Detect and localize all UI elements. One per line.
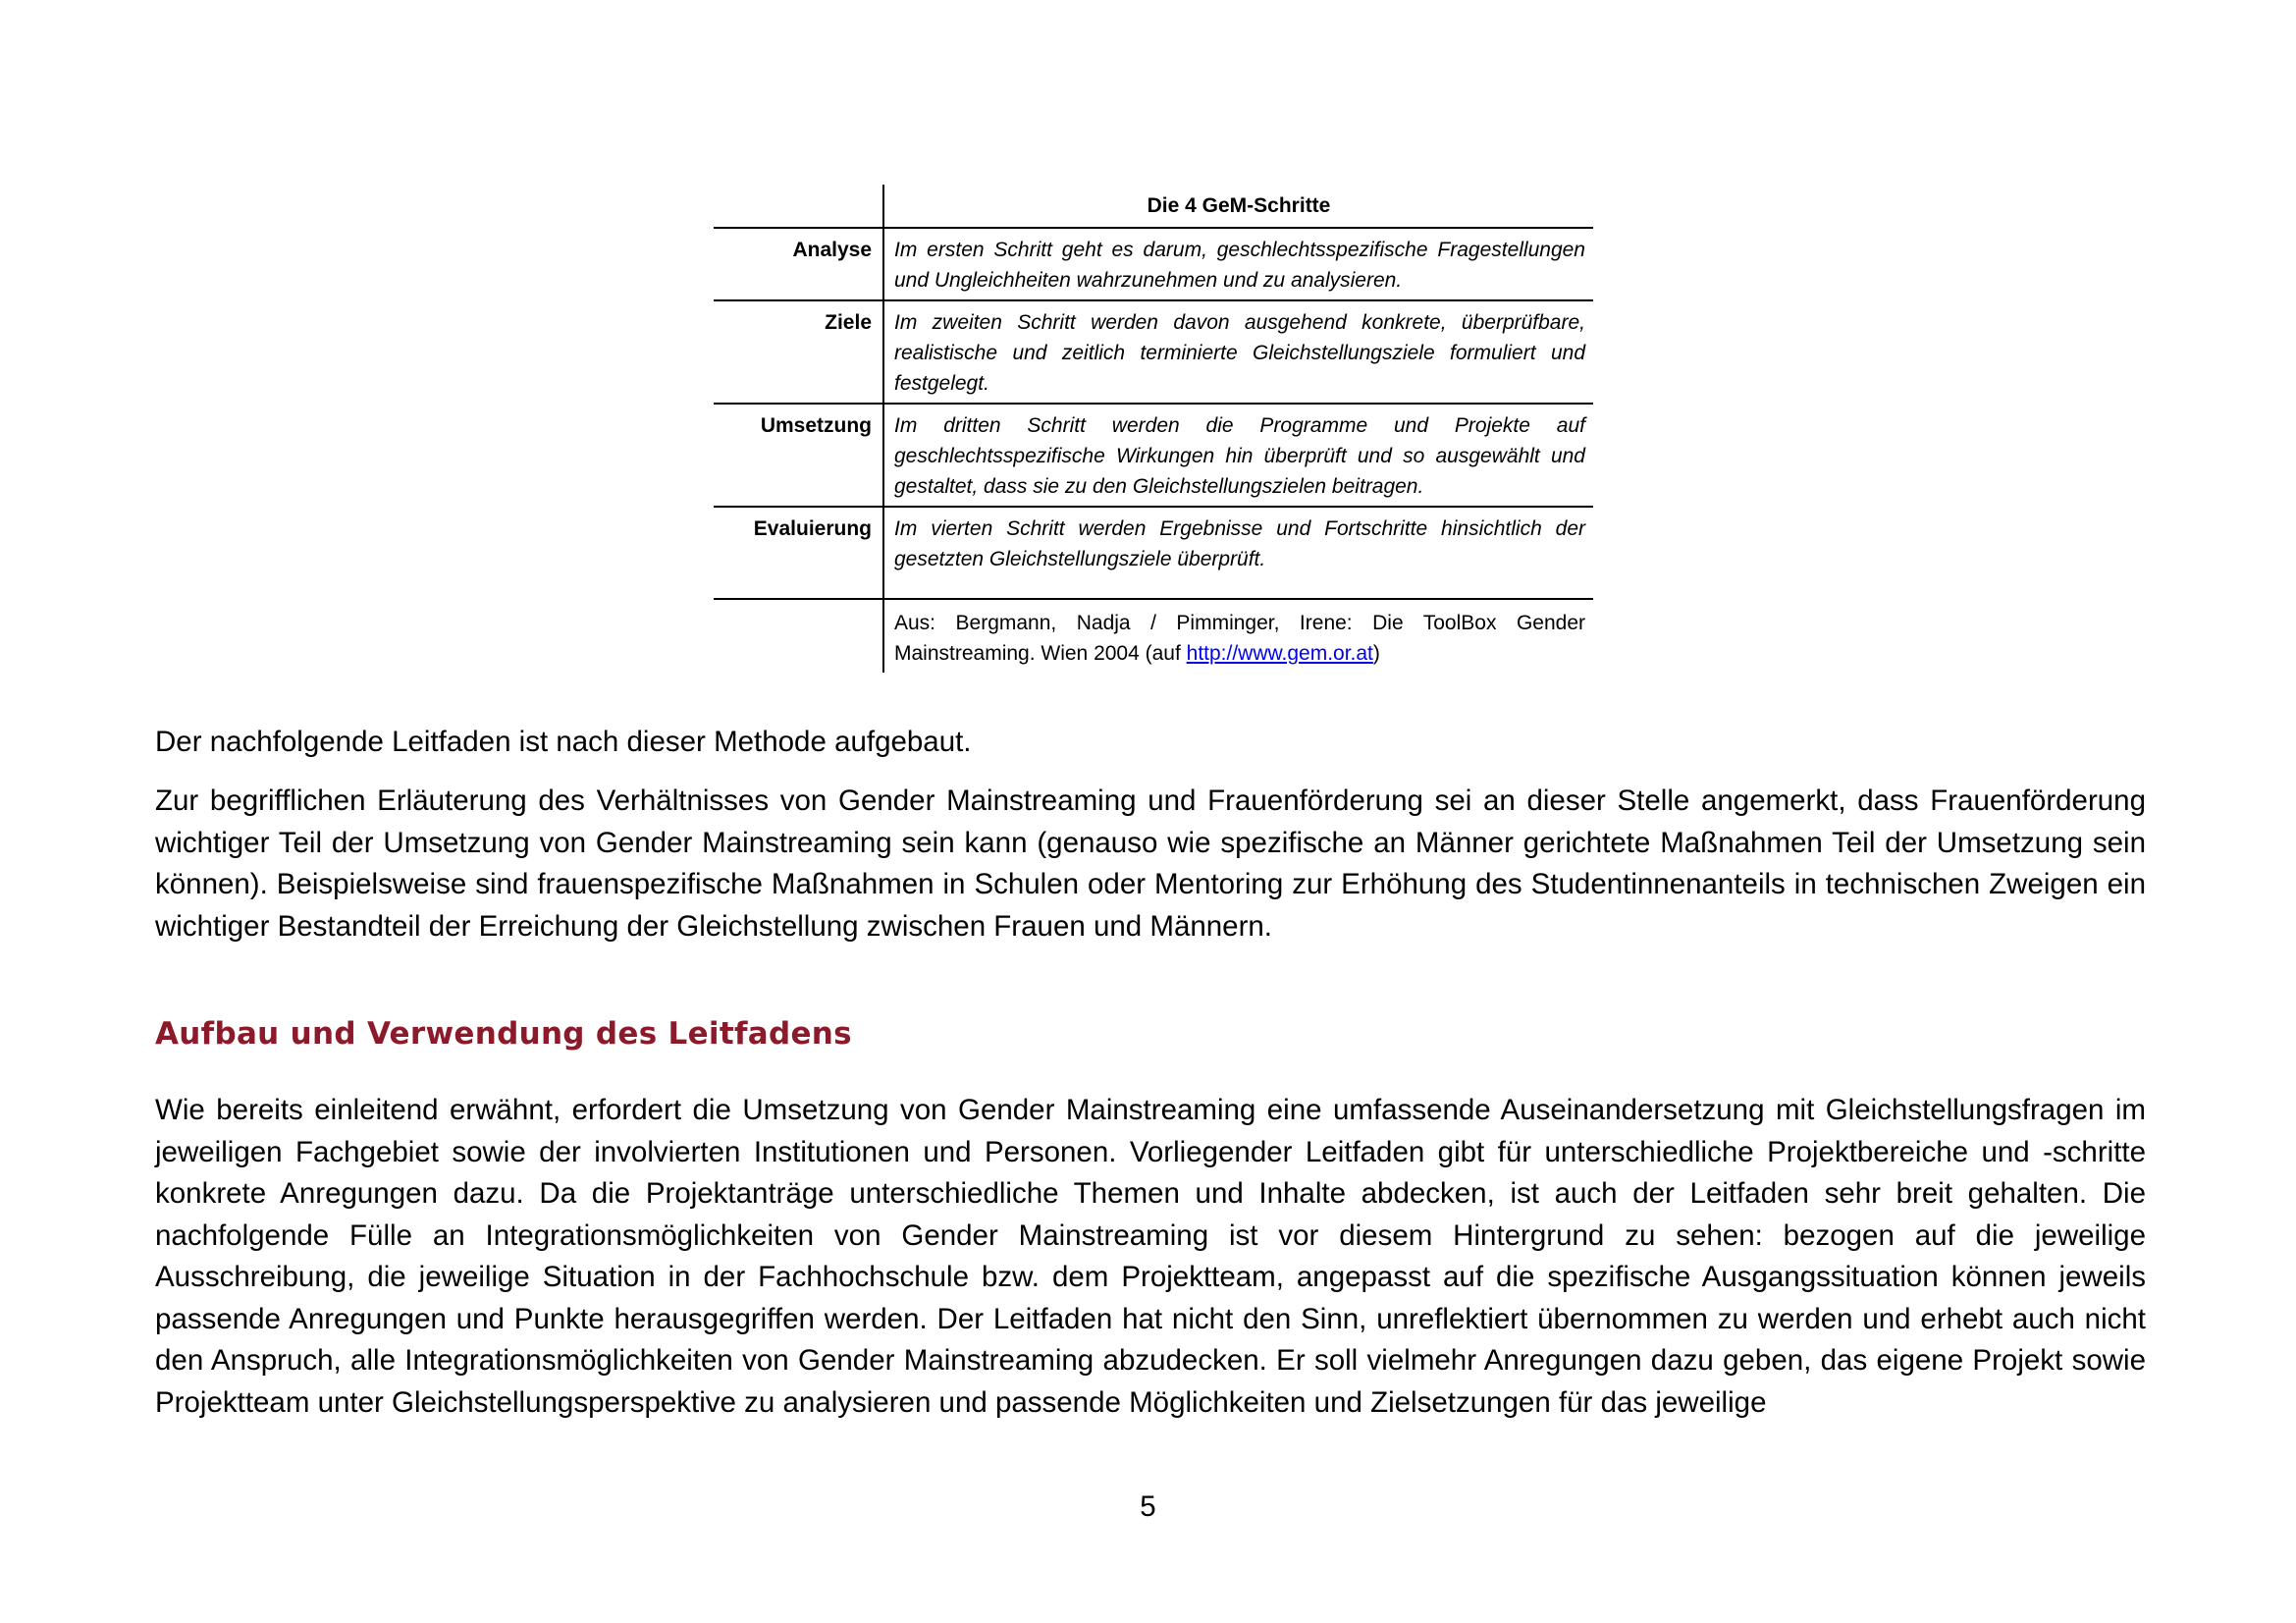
step-label-umsetzung: Umsetzung bbox=[714, 404, 883, 507]
table-row bbox=[714, 404, 1593, 507]
step-label-analyse: Analyse bbox=[714, 228, 883, 300]
table-header: Die 4 GeM-Schritte bbox=[883, 185, 1593, 228]
table-row bbox=[714, 228, 1593, 300]
table-source-empty-cell bbox=[714, 599, 883, 673]
table-header-empty-cell bbox=[714, 185, 883, 228]
paragraph-intro: Der nachfolgende Leitfaden ist nach dieser Methode aufgebaut. bbox=[155, 726, 972, 758]
table-source bbox=[883, 599, 1593, 673]
section-heading: Aufbau und Verwendung des Leitfadens bbox=[155, 1016, 852, 1052]
table-header-row bbox=[714, 185, 1593, 228]
step-text-ziele: Im zweiten Schritt werden davon ausgehend konkrete, überprüfbare, realistische und zeitlich terminierte Gleichstellungsziele formuliert und festgelegt. bbox=[883, 300, 1593, 404]
paragraph-usage: Wie bereits einleitend erwähnt, erfordert die Umsetzung von Gender Mainstreaming eine umfassende Auseinandersetzung mit Gleichstellungsfragen im jeweiligen Fachgebiet sowie der involvierten Institutionen und Personen. Vorliegender Leitfaden gibt für unterschiedliche Projektbereiche und -schritte konkrete Anregungen dazu. Da die Projektanträge unterschiedliche Themen und Inhalte abdecken, ist auch der Leitfaden sehr breit gehalten. Die nachfolgende Fülle an Integrationsmöglichkeiten von Gender Mainstreaming ist vor diesem Hintergrund zu sehen: bezogen auf die jeweilige Ausschreibung, die jeweilige Situation in der Fachhochschule bzw. dem Projektteam, angepasst auf die spezifische Ausgangssituation können jeweils passende Anregungen und Punkte herausgegriffen werden. Der Leitfaden hat nicht den Sinn, unreflektiert übernommen zu werden und erhebt auch nicht den Anspruch, alle Integrationsmöglichkeiten von Gender Mainstreaming abzudecken. Er soll vielmehr Anregungen dazu geben, das eigene Projekt sowie Projektteam unter Gleichstellungsperspektive zu analysieren und passende Möglichkeiten und Zielsetzungen für das jeweilige bbox=[155, 1094, 2146, 1419]
source-suffix: ) bbox=[1372, 642, 1380, 665]
table-row bbox=[714, 300, 1593, 404]
step-text-umsetzung: Im dritten Schritt werden die Programme und Projekte auf geschlechtsspezifische Wirkungen hin überprüft und so ausgewählt und gestaltet, dass sie zu den Gleichstellungszielen beitragen. bbox=[883, 404, 1593, 507]
source-link[interactable]: http://www.gem.or.at bbox=[1186, 642, 1373, 665]
gem-steps-table bbox=[714, 185, 1593, 673]
step-text-analyse: Im ersten Schritt geht es darum, geschlechtsspezifische Fragestellungen und Ungleichheiten wahrzunehmen und zu analysieren. bbox=[883, 228, 1593, 300]
paragraph-explain: Zur begrifflichen Erläuterung des Verhältnisses von Gender Mainstreaming und Frauenförderung sei an dieser Stelle angemerkt, dass Frauenförderung wichtiger Teil der Umsetzung von Gender Mainstreaming sein kann (genauso wie spezifische an Männer gerichtete Maßnahmen Teil der Umsetzung sein können). Beispielsweise sind frauenspezifische Maßnahmen in Schulen oder Mentoring zur Erhöhung des Studentinnenanteils in technischen Zweigen ein wichtiger Bestandteil der Erreichung der Gleichstellung zwischen Frauen und Männern. bbox=[155, 784, 2146, 943]
step-label-evaluierung: Evaluierung bbox=[714, 507, 883, 599]
table-row bbox=[714, 507, 1593, 599]
page-number: 5 bbox=[1140, 1490, 1156, 1523]
step-label-ziele: Ziele bbox=[714, 300, 883, 404]
table-source-row bbox=[714, 599, 1593, 673]
step-text-evaluierung: Im vierten Schritt werden Ergebnisse und Fortschritte hinsichtlich der gesetzten Gleichstellungsziele überprüft. bbox=[883, 507, 1593, 599]
source-citation: Aus: Bergmann, Nadja / Pimminger, Irene: Die ToolBox Gender Mainstreaming. Wien 2004 (auf bbox=[894, 612, 1585, 665]
